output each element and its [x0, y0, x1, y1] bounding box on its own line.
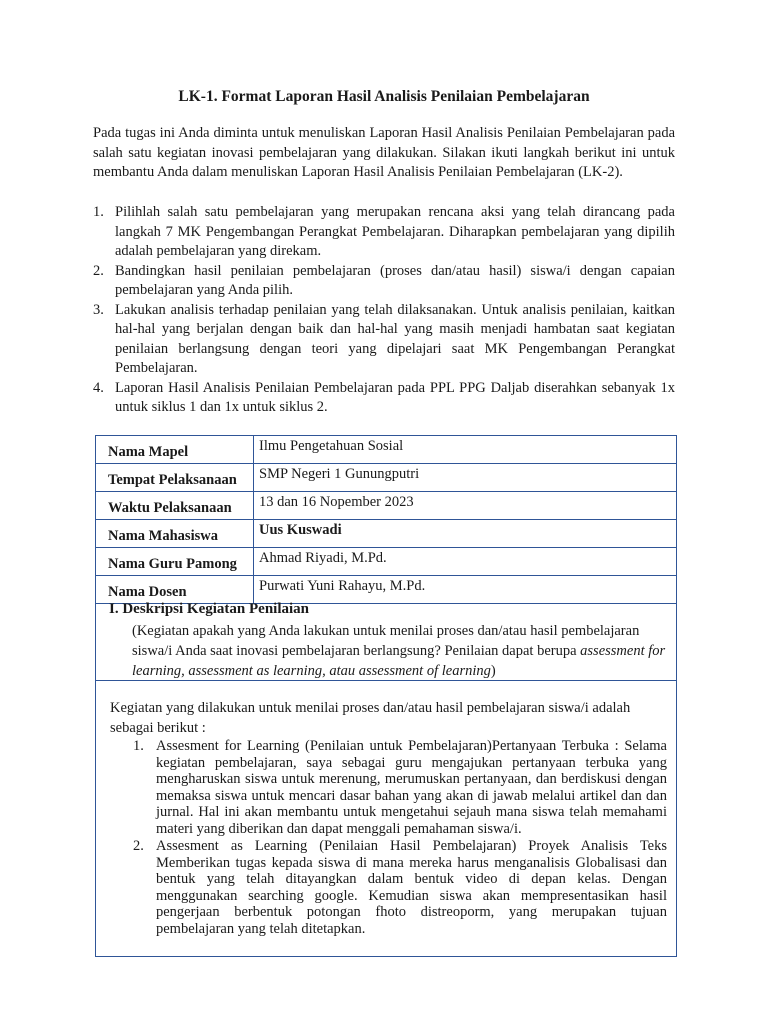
label-nama-dosen: Nama Dosen: [96, 576, 254, 604]
section-answer: [95, 681, 677, 957]
section-guidance: [132, 621, 668, 681]
section-description: [95, 596, 677, 681]
step-text: Laporan Hasil Analisis Penilaian Pembelajaran pada PPL PPG Daljab diserahkan sebanyak 1x untuk siklus 1 dan 1x untuk siklus 2.: [115, 379, 675, 415]
step-number: 4.: [93, 379, 104, 396]
value-waktu-pelaksanaan: 13 dan 16 Nopember 2023: [254, 492, 677, 520]
intro-paragraph: Pada tugas ini Anda diminta untuk menuliskan Laporan Hasil Analisis Penilaian Pembelajaran pada salah satu kegiatan inovasi pembelajaran yang dilakukan. Silakan ikuti langkah berikut ini untuk membantu Anda dalam menuliskan Laporan Hasil Analisis Penilaian Pembelajaran (LK-2).: [93, 125, 675, 180]
value-nama-guru-pamong: Ahmad Riyadi, M.Pd.: [254, 548, 677, 576]
item-number: 1.: [133, 738, 144, 754]
info-table: [95, 435, 677, 604]
answer-intro: Kegiatan yang dilakukan untuk menilai proses dan/atau hasil pembelajaran siswa/i adalah sebagai berikut :: [110, 700, 631, 736]
label-nama-mapel: Nama Mapel: [96, 436, 254, 464]
table-row: [96, 548, 677, 576]
guidance-end: ): [490, 663, 496, 679]
label-nama-mahasiswa: Nama Mahasiswa: [96, 520, 254, 548]
step-item: [93, 262, 675, 301]
step-text: Bandingkan hasil penilaian pembelajaran (proses dan/atau hasil) siswa/i dengan capaian pembelajaran yang Anda pilih.: [115, 262, 675, 298]
guidance-italic: assessment for learning, assessment as learning, atau assessment of learning: [132, 643, 666, 679]
list-item: [133, 738, 667, 837]
step-text: Pilihlah salah satu pembelajaran yang merupakan rencana aksi yang telah dirancang pada langkah 7 MK Pengembangan Perangkat Pembelajaran. Diharapkan pembelajaran yang dipilih adalah pembelajaran yang direkam.: [115, 204, 675, 259]
guidance-text: (Kegiatan apakah yang Anda lakukan untuk menilai proses dan/atau hasil pembelajaran siswa/i Anda saat inovasi pembelajaran berlangsung? Penilaian dapat berupa: [132, 623, 640, 659]
label-waktu-pelaksanaan: Waktu Pelaksanaan: [96, 492, 254, 520]
table-row: [96, 464, 677, 492]
step-number: 1.: [93, 204, 104, 220]
list-item: [133, 838, 667, 937]
table-row: [96, 492, 677, 520]
value-tempat-pelaksanaan: SMP Negeri 1 Gunungputri: [254, 464, 677, 492]
item-number: 2.: [133, 838, 144, 854]
item-text: Assesment as Learning (Penilaian Hasil Pembelajaran) Proyek Analisis Teks Memberikan tugas kepada siswa di mana mereka harus menganalisis Globalisasi dan bentuk yang telah ditayangkan dalam bentuk video di depan kelas. Dengan menggunakan searching google. Kemudian siswa akan mempresentasikan hasil pengerjaan berbentuk potongan fhoto distreoporm, yang merupakan tujuan pembelajaran yang telah ditetapkan.: [156, 838, 667, 937]
table-row: [96, 520, 677, 548]
instruction-steps: [93, 203, 675, 418]
step-item: [93, 203, 675, 262]
answer-list: [133, 738, 667, 937]
section-title: I. Deskripsi Kegiatan Penilaian: [109, 601, 310, 617]
table-row: [96, 436, 677, 464]
label-tempat-pelaksanaan: Tempat Pelaksanaan: [96, 464, 254, 492]
value-nama-dosen: Purwati Yuni Rahayu, M.Pd.: [254, 576, 677, 604]
value-nama-mapel: Ilmu Pengetahuan Sosial: [254, 436, 677, 464]
document-title: LK-1. Format Laporan Hasil Analisis Penilaian Pembelajaran: [178, 88, 590, 105]
step-text: Lakukan analisis terhadap penilaian yang telah dilaksanakan. Untuk analisis penilaian, kaitkan hal-hal yang berjalan dengan baik dan hal-hal yang masih menjadi hambatan saat kegiatan penilaian berlangsung dengan teori yang dipelajari saat MK Pengembangan Perangkat Pembelajaran.: [115, 301, 675, 376]
step-item: [93, 379, 675, 418]
value-nama-mahasiswa: Uus Kuswadi: [254, 520, 677, 548]
step-number: 2.: [93, 262, 104, 279]
item-text: Assesment for Learning (Penilaian untuk Pembelajaran)Pertanyaan Terbuka : Selama kegiatan pembelajaran, saya sebagai guru mengajukan pertanyaan terbuka yang mengharuskan siswa untuk merenung, merumuskan pertanyaan, dan berdiskusi dengan memaksa siswa untuk mencari dasar bahan yang akan di jawab melalui artikel dan dan jurnal. Hal ini akan membantu untuk mengetahui sejauh mana siswa telah memahami materi yang diberikan dan dapat menggali pemahaman siswa/i.: [156, 738, 667, 837]
step-number: 3.: [93, 301, 104, 318]
step-item: [93, 301, 675, 379]
label-nama-guru-pamong: Nama Guru Pamong: [96, 548, 254, 576]
